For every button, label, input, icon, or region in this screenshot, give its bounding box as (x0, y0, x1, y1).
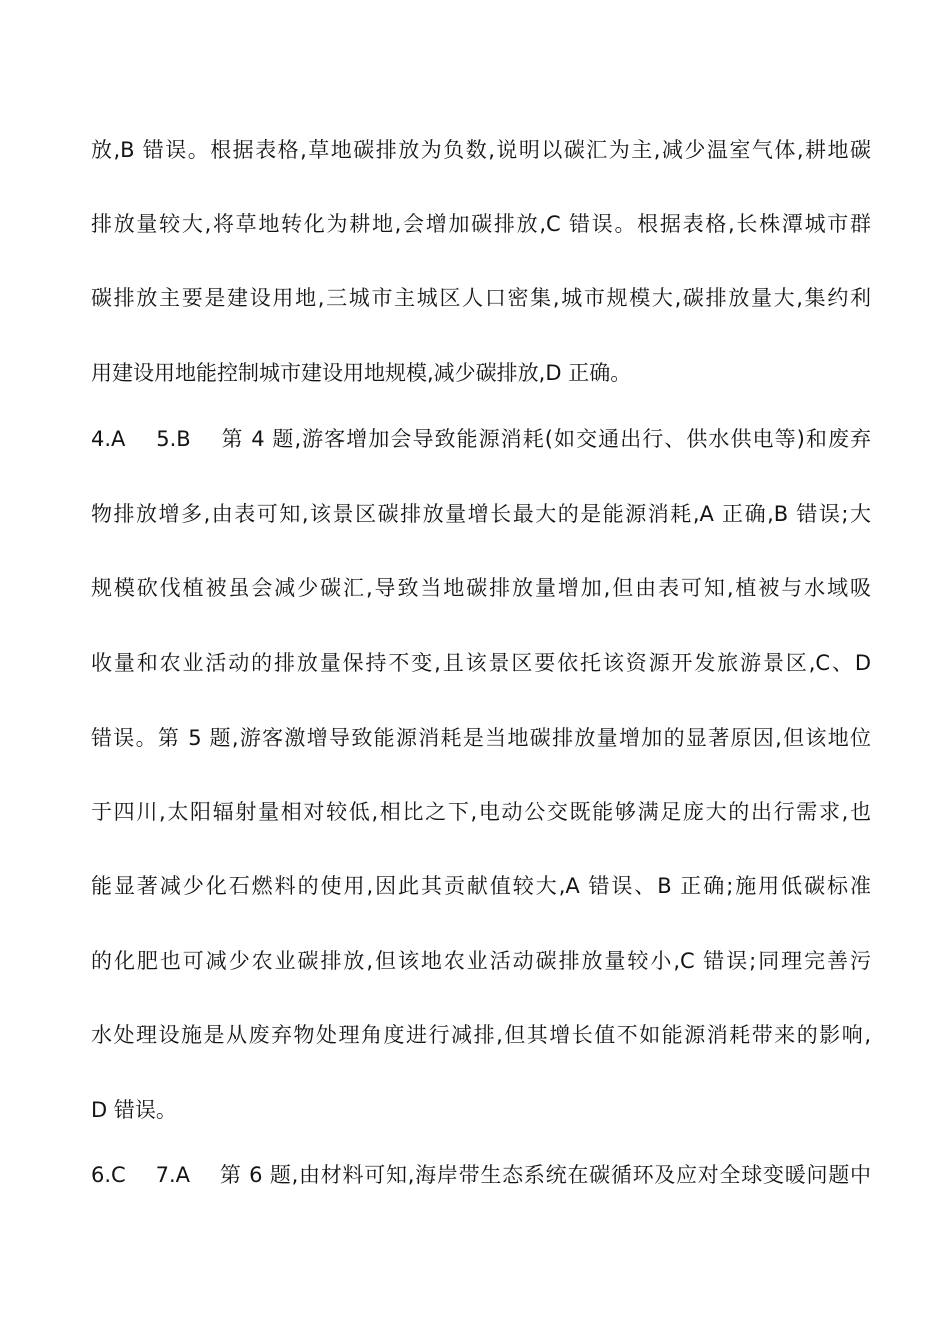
text-line-6: 物排放增多,由表可知,该景区碳排放量增长最大的是能源消耗,A 正确,B 错误;大 (91, 502, 871, 526)
text-line-4: 用建设用地能控制城市建设用地规模,减少碳排放,D 正确。 (91, 361, 632, 385)
text-line-11: 能显著减少化石燃料的使用,因此其贡献值较大,A 错误、B 正确;施用低碳标准 (91, 874, 871, 898)
answer-line-6-7: 6.C 7.A 第 6 题,由材料可知,海岸带生态系统在碳循环及应对全球变暖问题中 (91, 1163, 871, 1187)
text-line-7: 规模砍伐植被虽会减少碳汇,导致当地碳排放量增加,但由表可知,植被与水域吸 (91, 576, 871, 600)
text-line-3: 碳排放主要是建设用地,三城市主城区人口密集,城市规模大,碳排放量大,集约利 (91, 286, 871, 310)
answer-line-4-5: 4.A 5.B 第 4 题,游客增加会导致能源消耗(如交通出行、供水供电等)和废弃 (91, 427, 871, 451)
text-line-13: 水处理设施是从废弃物处理角度进行减排,但其增长值不如能源消耗带来的影响, (91, 1023, 871, 1047)
text-line-10: 于四川,太阳辐射量相对较低,相比之下,电动公交既能够满足庞大的出行需求,也 (91, 800, 871, 824)
text-line-1: 放,B 错误。根据表格,草地碳排放为负数,说明以碳汇为主,减少温室气体,耕地碳 (91, 138, 871, 162)
text-line-12: 的化肥也可减少农业碳排放,但该地农业活动碳排放量较小,C 错误;同理完善污 (91, 949, 871, 973)
text-line-2: 排放量较大,将草地转化为耕地,会增加碳排放,C 错误。根据表格,长株潭城市群 (91, 212, 871, 236)
text-line-8: 收量和农业活动的排放量保持不变,且该景区要依托该资源开发旅游景区,C、D (91, 651, 871, 675)
text-line-14: D 错误。 (91, 1098, 177, 1122)
text-line-9: 错误。第 5 题,游客激增导致能源消耗是当地碳排放量增加的显著原因,但该地位 (91, 726, 871, 750)
